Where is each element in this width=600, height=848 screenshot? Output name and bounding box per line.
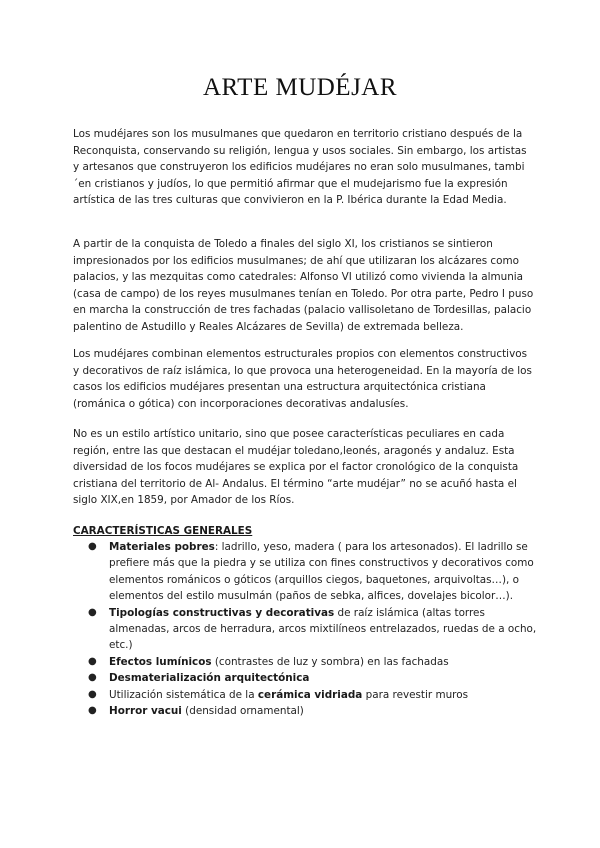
list-item bbox=[73, 605, 538, 654]
paragraph-elements: Los mudéjares combinan elementos estructurales propios con elementos constructivos y decorativos de raíz islámica, lo que provoca una heterogeneidad. En la mayoría de los casos los edificios mudéjares presentan una estructura arquitectónica cristiana (románica o gótica) con incorporaciones decorativas andalusíes. bbox=[73, 348, 532, 410]
feature-term: Materiales pobres bbox=[109, 541, 215, 553]
list-item bbox=[73, 670, 538, 686]
list-item bbox=[73, 703, 538, 719]
feature-term: Desmaterialización arquitectónica bbox=[109, 672, 310, 685]
feature-description: de raíz islámica (altas torres almenadas, arcos de herradura, arcos mixtilíneos entrelazados, ruedas de a ocho, etc.) bbox=[109, 606, 537, 652]
feature-description: (densidad ornamental) bbox=[181, 705, 304, 718]
feature-description: : ladrillo, yeso, madera ( para los artesonados). El ladrillo se prefiere más que la piedra y se utiliza con fines constructivos y decorativos como elementos románicos o góticos (arquillos ciegos, baquetones, arquivoltas…), o elementos del estilo musulmán (paños de sebka, alfices, dovelajes bicolor…). bbox=[109, 541, 534, 603]
bullet-icon: ● bbox=[88, 672, 97, 684]
list-item bbox=[73, 539, 538, 605]
feature-term: cerámica vidriada bbox=[257, 688, 363, 701]
feature-description: para revestir muros bbox=[362, 688, 468, 701]
paragraph-regions: No es un estilo artístico unitario, sino que posee características peculiares en cada región, entre las que destacan el mudéjar toledano,leonés, aragonés y andaluz. Esta diversidad de los focos mudéjares se explica por el factor cronológico de la conquista cristiana del territorio de Al- Andalus. El término “arte mudéjar” no se acuñó hasta el siglo XIX,en 1859, por Amador de los Ríos. bbox=[73, 428, 519, 507]
bullet-icon: ● bbox=[88, 541, 97, 552]
bullet-icon: ● bbox=[88, 705, 97, 717]
paragraph-intro: Los mudéjares son los musulmanes que quedaron en territorio cristiano después de la Reconquista, conservando su religión, lengua y usos sociales. Sin embargo, los artistas y artesanos que construyeron los edificios mudéjares no eran solo musulmanes, tambi´en cristianos y judíos, lo que permitió afirmar que el mudejarismo fue la expresión artística de las tres culturas que convivieron en la P. Ibérica durante la Edad Media. bbox=[73, 128, 527, 207]
list-item bbox=[73, 687, 538, 703]
bullet-icon: ● bbox=[88, 688, 97, 700]
feature-term: Tipologías constructivas y decorativas bbox=[109, 606, 335, 619]
bullet-icon: ● bbox=[88, 655, 97, 667]
bullet-icon: ● bbox=[88, 606, 97, 618]
list-item bbox=[73, 654, 538, 670]
features-list bbox=[73, 539, 538, 719]
feature-term: Horror vacui bbox=[109, 705, 182, 718]
section-heading: CARACTERÍSTICAS GENERALES bbox=[73, 525, 253, 537]
feature-prefix: Utilización sistemática de la bbox=[109, 688, 258, 701]
paragraph-toledo: A partir de la conquista de Toledo a finales del siglo XI, los cristianos se sintieron impresionados por los edificios musulmanes; de ahí que utilizaran los alcázares como palacios, y las mezquitas como catedrales: Alfonso VI utilizó como vivienda la almunia (casa de campo) de los reyes musulmanes tenían en Toledo. Por otra parte, Pedro I puso en marcha la construcción de tres fachadas (palacio vallisoletano de Tordesillas, palacio palentino de Astudillo y Reales Alcázares de Sevilla) de extremada belleza. bbox=[73, 238, 534, 333]
page-title: ARTE MUDÉJAR bbox=[202, 74, 398, 101]
feature-description: (contrastes de luz y sombra) en las fachadas bbox=[211, 655, 449, 668]
feature-term: Efectos lumínicos bbox=[109, 655, 212, 668]
